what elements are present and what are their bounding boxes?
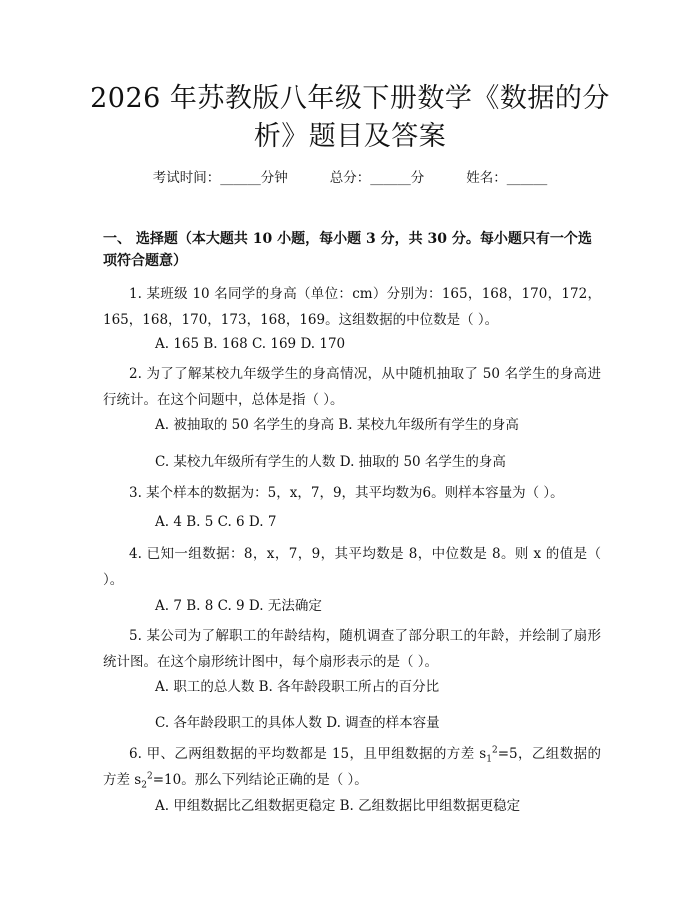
exam-score: 总分：______分: [329, 170, 425, 186]
question-5-options-cd: C. 各年龄段职工的具体人数 D. 调查的样本容量: [155, 715, 440, 731]
question-2: 2. 为了了解某校九年级学生的身高情况，从中随机抽取了 50 名学生的身高进行统计。在这个问题中，总体是指（ ）。: [103, 366, 601, 408]
question-6-sub-2: 2: [141, 780, 147, 791]
question-4-options: A. 7 B. 8 C. 9 D. 无法确定: [155, 598, 322, 614]
question-1-options: A. 165 B. 168 C. 169 D. 170: [155, 336, 346, 352]
document-title-line-1: 2026 年苏教版八年级下册数学《数据的分: [90, 83, 610, 114]
question-2-options-cd: C. 某校九年级所有学生的人数 D. 抽取的 50 名学生的身高: [155, 454, 506, 470]
question-1: 1. 某班级 10 名同学的身高（单位：cm）分别为：165，168，170，172，165，168，170，173，168，169。这组数据的中位数是（ ）。: [103, 286, 601, 328]
question-6-sup-2: 2: [146, 771, 153, 782]
document-title-line-2: 析》题目及答案: [253, 121, 447, 152]
exam-time: 考试时间：______分钟: [152, 170, 288, 186]
question-5: 5. 某公司为了解职工的年龄结构，随机调查了部分职工的年龄，并绘制了扇形统计图。在这个扇形统计图中，每个扇形表示的是（ ）。: [103, 628, 601, 670]
question-2-options-ab: A. 被抽取的 50 名学生的身高 B. 某校九年级所有学生的身高: [155, 417, 519, 433]
question-6-text-a: 6. 甲、乙两组数据的平均数都是 15，且甲组数据的方差 s: [129, 746, 487, 762]
section-heading-choice: 一、 选择题（本大题共 10 小题，每小题 3 分，共 30 分。每小题只有一个选项符合题意）: [103, 231, 592, 269]
question-6-options-ab: A. 甲组数据比乙组数据更稳定 B. 乙组数据比甲组数据更稳定: [155, 798, 521, 814]
question-4: 4. 已知一组数据：8，x，7，9，其平均数是 8，中位数是 8。则 x 的值是（ ）。: [103, 546, 601, 588]
exam-meta: [0, 168, 700, 188]
student-name: 姓名：______: [466, 170, 548, 186]
question-6-sub-1: 1: [486, 754, 492, 765]
question-3-options: A. 4 B. 5 C. 6 D. 7: [155, 514, 277, 530]
question-6-text-b: =5，乙组数据的方差 s: [103, 746, 601, 788]
question-3: 3. 某个样本的数据为：5，x，7，9，其平均数为6。则样本容量为（ ）。: [129, 485, 564, 501]
question-6-text-c: =10。那么下列结论正确的是（ ）。: [152, 772, 368, 788]
question-6: [103, 741, 601, 793]
question-6-sup-1: 2: [491, 745, 498, 756]
question-5-options-ab: A. 职工的总人数 B. 各年龄段职工所占的百分比: [155, 679, 440, 695]
